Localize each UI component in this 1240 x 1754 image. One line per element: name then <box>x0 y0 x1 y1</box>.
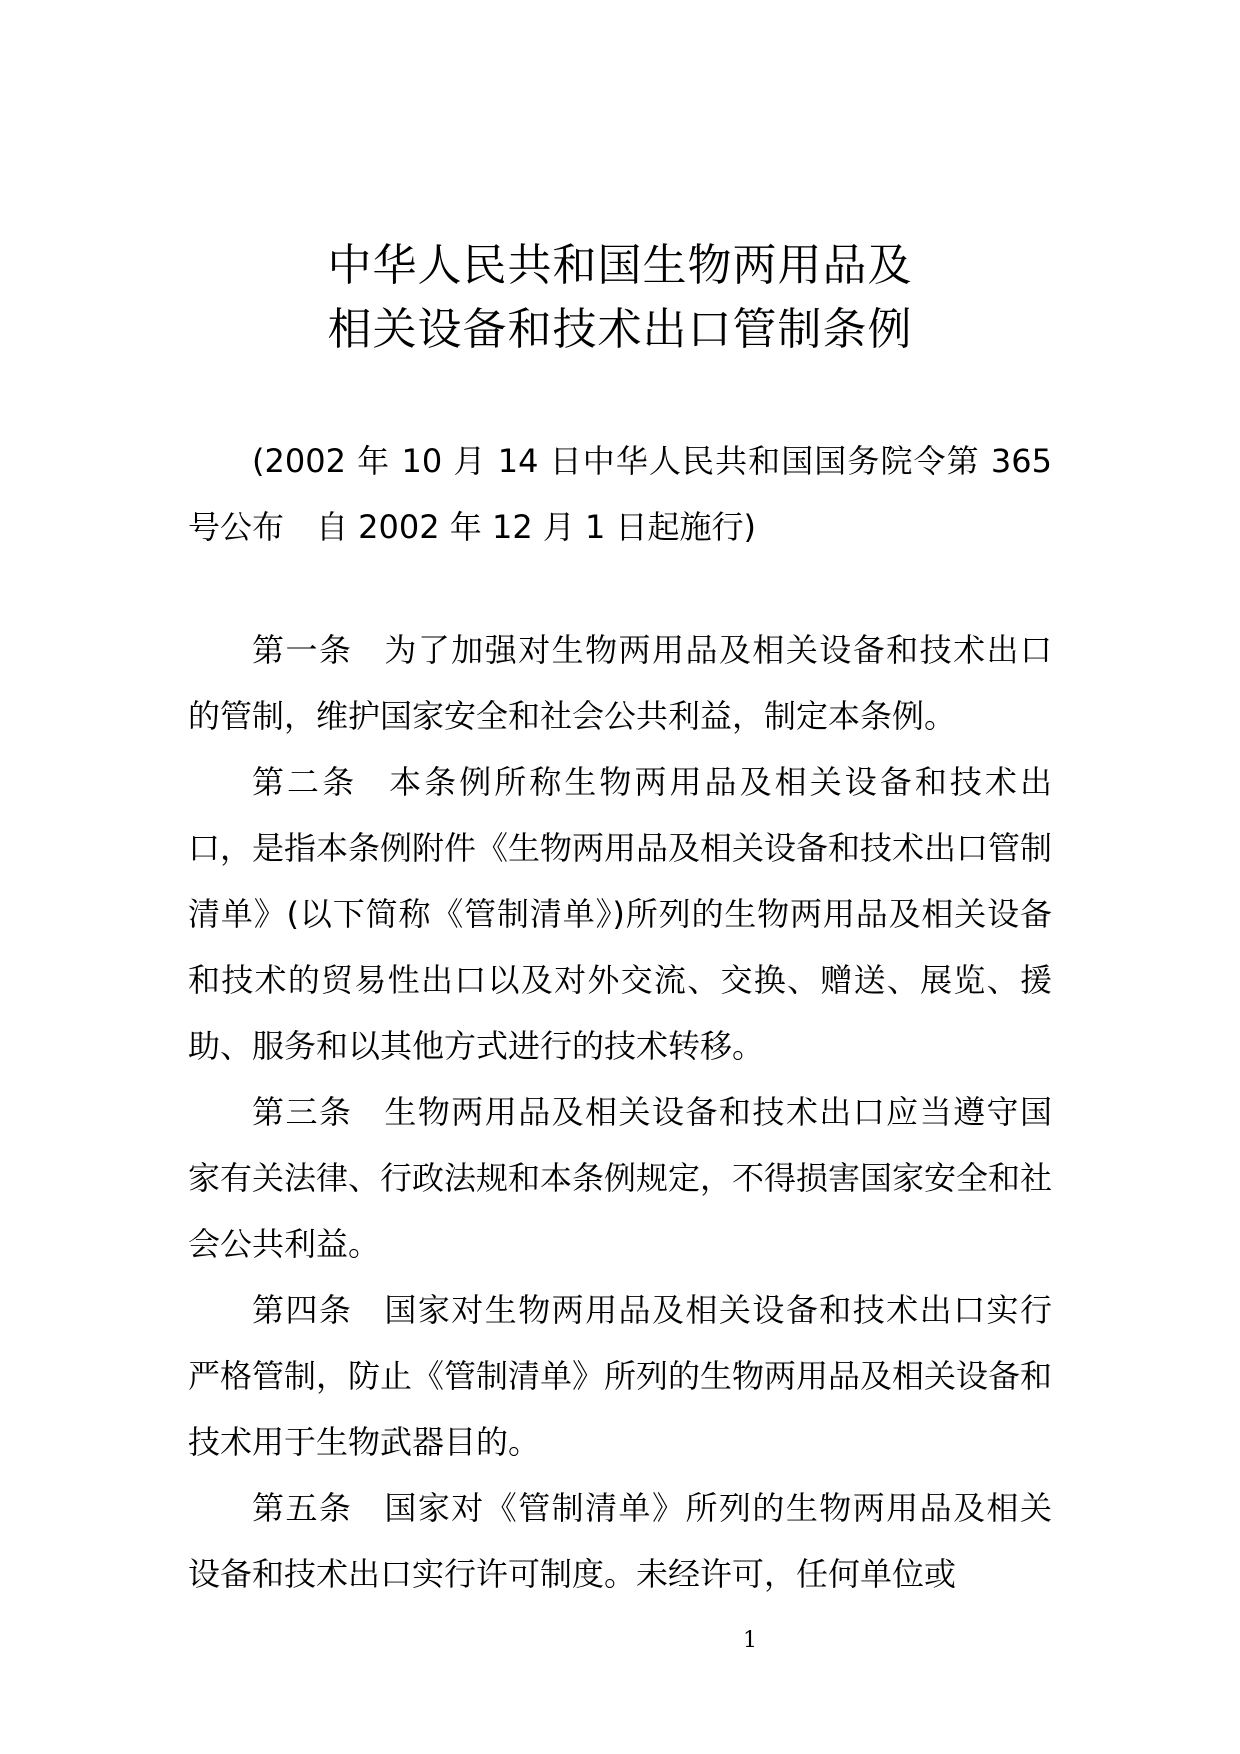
article-3 <box>188 1079 1052 1277</box>
title-line-2: 相关设备和技术出口管制条例 <box>327 304 913 355</box>
article-number: 第四条 <box>252 1291 353 1329</box>
title-line-1: 中华人民共和国生物两用品及 <box>327 240 913 291</box>
article-1 <box>188 617 1052 749</box>
article-text: 国家对生物两用品及相关设备和技术出口实行严格管制，防止《管制清单》所列的生物两用品及相关设备和技术用于生物武器目的。 <box>188 1291 1053 1461</box>
article-text: 国家对《管制清单》所列的生物两用品及相关设备和技术出口实行许可制度。未经许可，任何单位或 <box>188 1489 1052 1593</box>
article-text: 为了加强对生物两用品及相关设备和技术出口的管制，维护国家安全和社会公共利益，制定本条例。 <box>188 631 1052 735</box>
article-number: 第五条 <box>252 1489 353 1527</box>
page-number: 1 <box>743 1628 757 1653</box>
document-title <box>0 234 1240 362</box>
articles-section <box>188 617 1052 1607</box>
article-number: 第三条 <box>252 1093 353 1131</box>
promulgation-note-block <box>188 428 1052 560</box>
article-text: 本条例所称生物两用品及相关设备和技术出口，是指本条例附件《生物两用品及相关设备和技术出口管制清单》(以下简称《管制清单》)所列的生物两用品及相关设备和技术的贸易性出口以及对外交流、交换、赠送、展览、援助、服务和以其他方式进行的技术转移。 <box>188 763 1053 1065</box>
article-2 <box>188 749 1052 1079</box>
article-5 <box>188 1475 1052 1607</box>
promulgation-note: (2002 年 10 月 14 日中华人民共和国国务院令第 365 号公布 自 2002 年 12 月 1 日起施行) <box>188 442 1052 546</box>
article-text: 生物两用品及相关设备和技术出口应当遵守国家有关法律、行政法规和本条例规定，不得损害国家安全和社会公共利益。 <box>188 1093 1053 1263</box>
article-number: 第一条 <box>252 631 353 669</box>
article-number: 第二条 <box>252 763 358 801</box>
article-4 <box>188 1277 1052 1475</box>
